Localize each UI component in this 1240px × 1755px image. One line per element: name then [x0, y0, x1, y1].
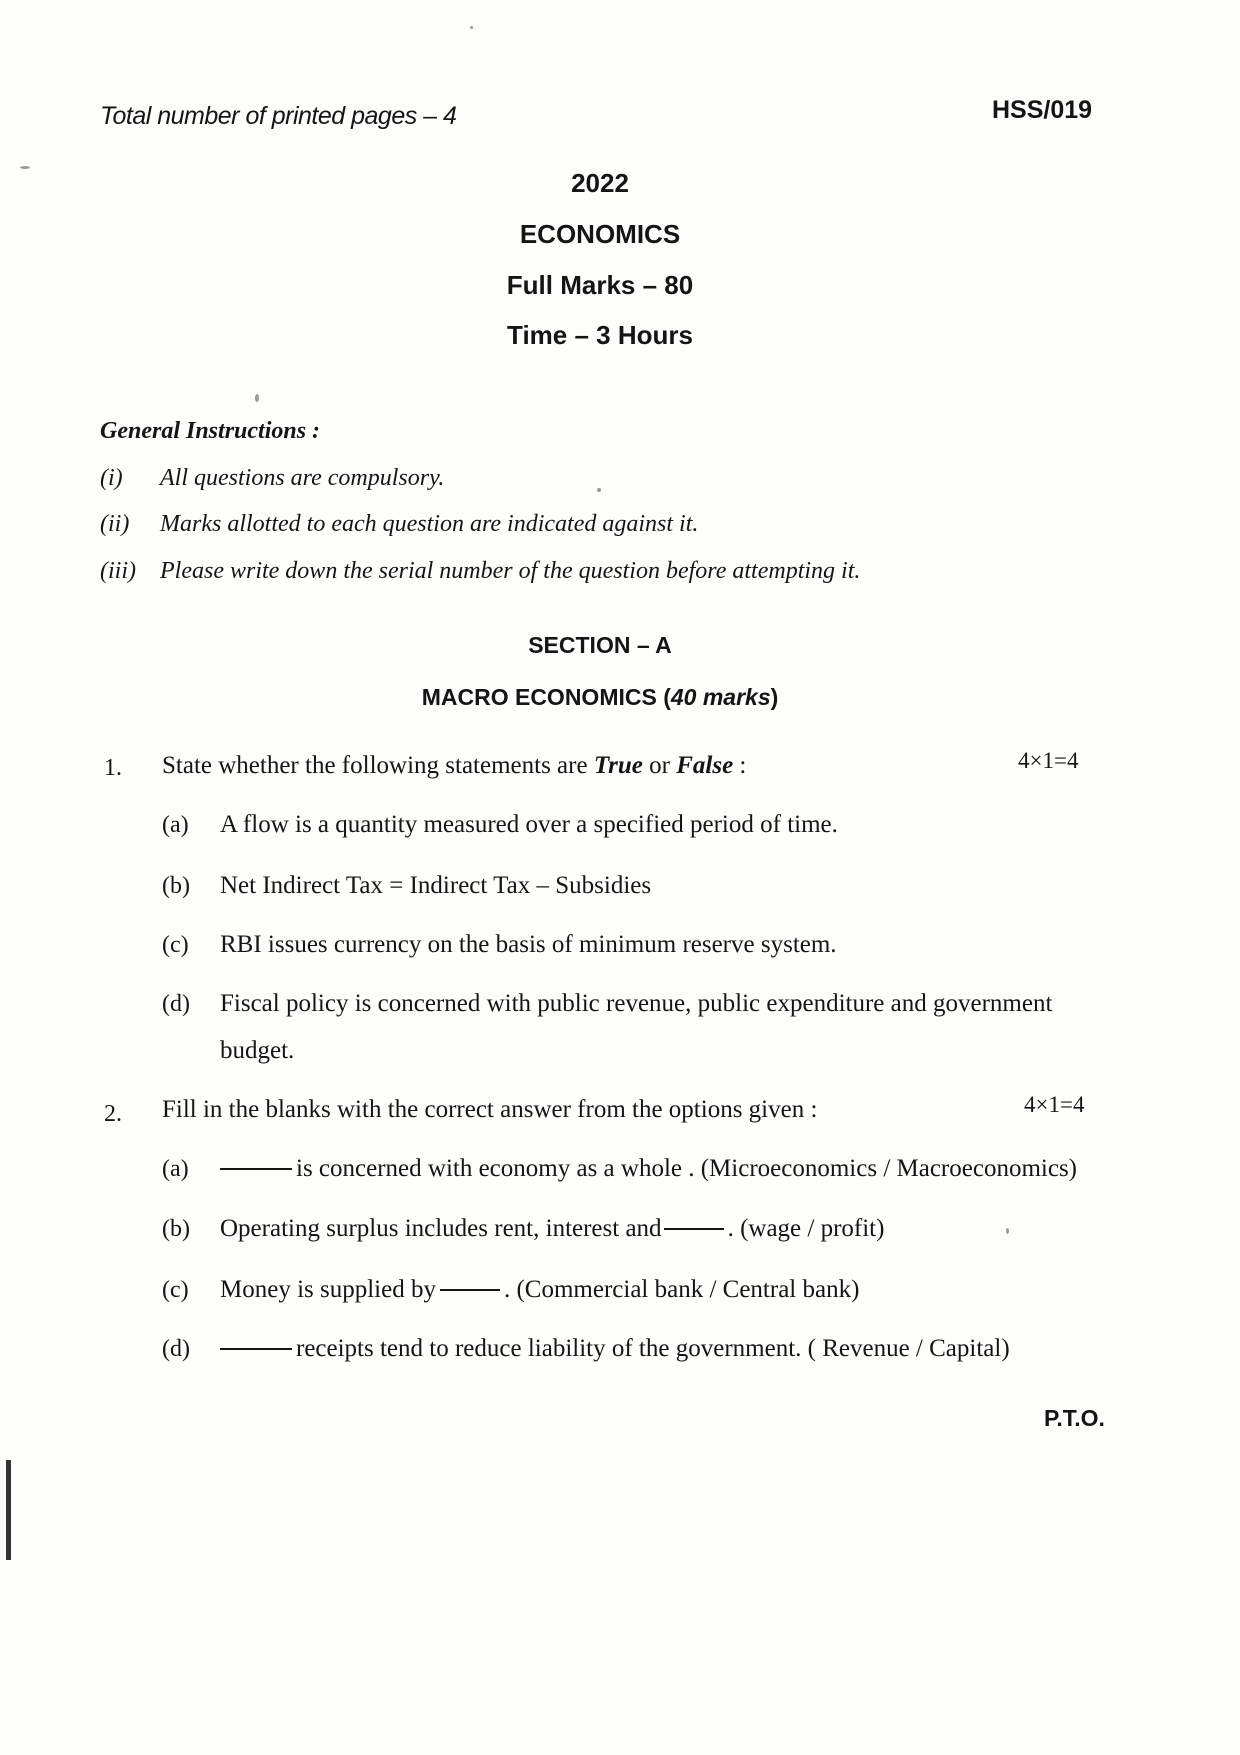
question-2-part: [162, 1335, 1010, 1363]
question-1-text-post: :: [733, 752, 747, 779]
part-text-after: receipts tend to reduce liability of the government. ( Revenue / Capital): [296, 1335, 1010, 1362]
section-subtitle: [0, 684, 1200, 711]
question-1-part: [162, 990, 1052, 1018]
scan-speck: [470, 26, 473, 29]
scan-speck: [255, 394, 259, 402]
section-subtitle-main: MACRO ECONOMICS (: [421, 684, 671, 710]
part-label: (a): [162, 812, 189, 838]
part-text: Fiscal policy is concerned with public revenue, public expenditure and government: [220, 990, 1053, 1017]
question-1-marks: 4×1=4: [1018, 748, 1079, 773]
part-label: (b): [162, 1216, 190, 1242]
part-text: RBI issues currency on the basis of minimum reserve system.: [220, 931, 837, 958]
question-2-marks: 4×1=4: [1024, 1092, 1085, 1117]
section-title: SECTION – A: [528, 632, 672, 658]
question-1-text-pre: State whether the following statements are: [162, 752, 594, 779]
question-2-number: 2.: [104, 1101, 122, 1127]
instruction-item: [100, 465, 444, 492]
instruction-text: Please write down the serial number of the question before attempting it.: [160, 558, 861, 584]
part-label: (a): [162, 1156, 189, 1182]
instruction-item: [100, 558, 860, 585]
question-1-part: [162, 872, 651, 900]
instruction-number: (ii): [100, 511, 130, 537]
section-subtitle-close: ): [770, 684, 779, 710]
exam-year: 2022: [571, 168, 629, 198]
paper-code: HSS/019: [992, 96, 1093, 124]
scan-edge-mark: [6, 1460, 11, 1560]
scan-speck: [597, 488, 601, 492]
part-label: (d): [162, 1336, 190, 1362]
scan-speck: [1006, 1228, 1009, 1234]
question-1-part: [162, 931, 837, 959]
part-text-continued: budget.: [220, 1037, 295, 1064]
answer-blank: [220, 1348, 292, 1350]
instruction-number: (i): [100, 465, 123, 491]
part-text: A flow is a quantity measured over a specified period of time.: [220, 811, 838, 838]
part-label: (b): [162, 873, 190, 899]
question-1-text: [162, 752, 746, 780]
please-turn-over: P.T.O.: [1044, 1405, 1105, 1431]
answer-blank: [664, 1228, 724, 1230]
question-2-part: [162, 1215, 884, 1243]
instruction-text: All questions are compulsory.: [160, 465, 445, 491]
part-text-after: . (wage / profit): [727, 1215, 885, 1242]
question-2-text: Fill in the blanks with the correct answer from the options given :: [162, 1096, 818, 1123]
printed-pages-note: Total number of printed pages – 4: [100, 102, 457, 130]
exam-subject: ECONOMICS: [519, 219, 681, 249]
part-label: (c): [162, 932, 189, 958]
full-marks: Full Marks – 80: [506, 270, 694, 300]
part-text-after: . (Commercial bank / Central bank): [503, 1276, 860, 1303]
question-2-part: [162, 1276, 859, 1304]
instructions-heading: General Instructions :: [100, 418, 321, 444]
part-text-before: Money is supplied by: [220, 1276, 436, 1303]
instruction-text: Marks allotted to each question are indicated against it.: [160, 511, 699, 537]
answer-blank: [220, 1168, 292, 1170]
part-label: (c): [162, 1277, 189, 1303]
question-1-false: False: [676, 752, 734, 779]
question-1-true: True: [593, 752, 643, 779]
question-2-part: [162, 1155, 1077, 1183]
instruction-number: (iii): [100, 558, 136, 584]
instruction-item: [100, 511, 698, 538]
section-subtitle-marks: 40 marks: [670, 684, 771, 710]
part-text-after: is concerned with economy as a whole . (Microeconomics / Macroeconomics): [296, 1155, 1077, 1182]
question-1-or: or: [642, 752, 677, 779]
question-1-number: 1.: [104, 755, 122, 781]
part-label: (d): [162, 991, 190, 1017]
part-text-before: Operating surplus includes rent, interest and: [220, 1215, 662, 1242]
part-text: Net Indirect Tax = Indirect Tax – Subsidies: [220, 872, 652, 899]
question-1-part: [162, 811, 838, 839]
exam-time: Time – 3 Hours: [507, 320, 693, 350]
answer-blank: [440, 1289, 500, 1291]
